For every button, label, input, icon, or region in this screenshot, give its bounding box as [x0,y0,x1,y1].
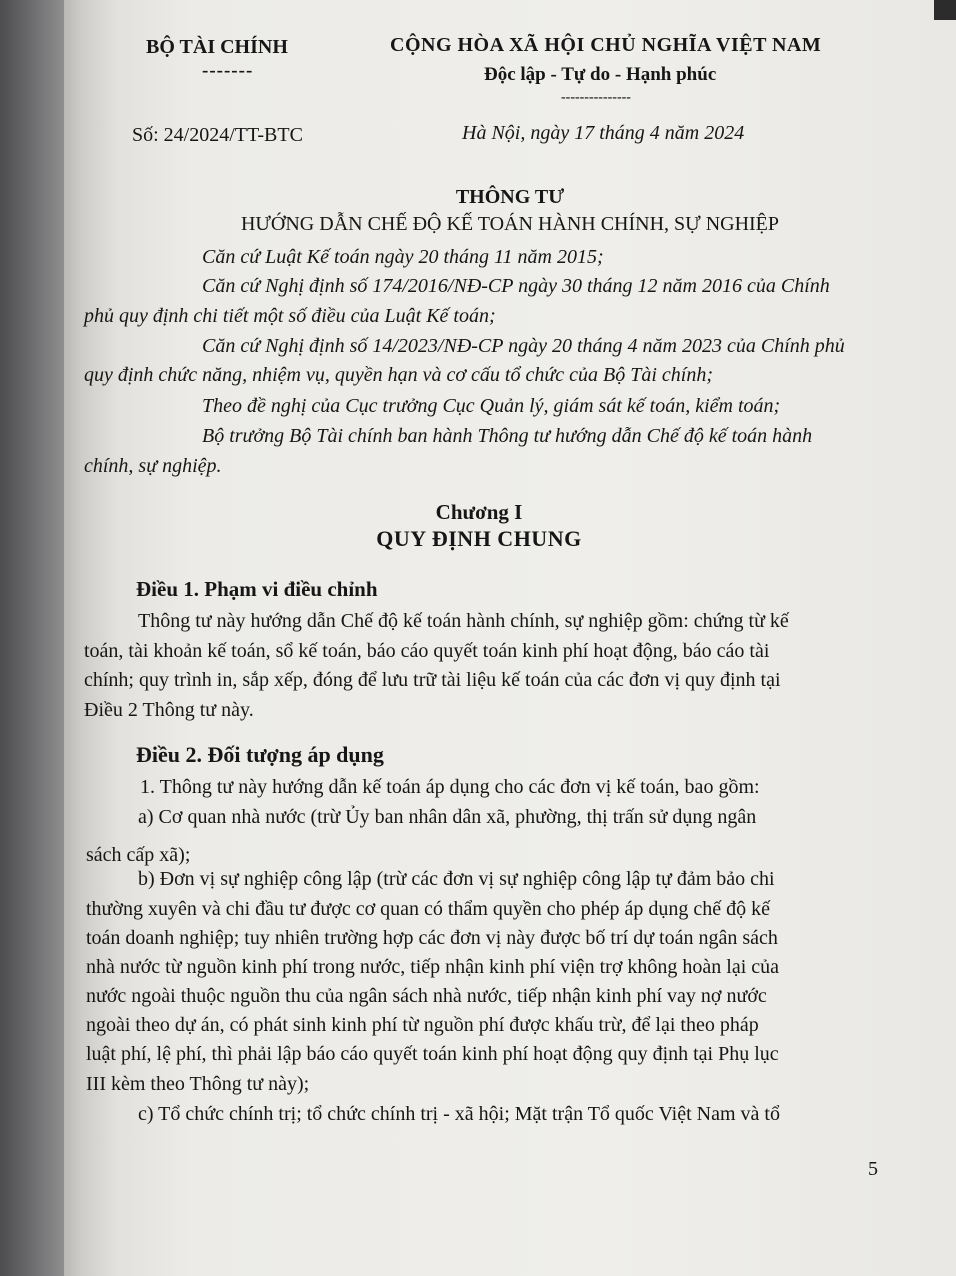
body-line: toán doanh nghiệp; tuy nhiên trường hợp các đơn vị này được bố trí dự toán ngân sách [86,927,778,949]
preamble-line: phủ quy định chi tiết một số điều của Luật Kế toán; [84,305,496,327]
preamble-line: Bộ trưởng Bộ Tài chính ban hành Thông tư hướng dẫn Chế độ kế toán hành [202,425,813,447]
page-number: 5 [868,1158,878,1180]
chapter-number: Chương I [435,500,523,524]
body-line: luật phí, lệ phí, thì phải lập báo cáo quyết toán kinh phí hoạt động quy định tại Phụ lục [86,1043,779,1065]
page-corner-shadow [934,0,956,20]
body-line: c) Tổ chức chính trị; tổ chức chính trị - xã hội; Mặt trận Tổ quốc Việt Nam và tổ [138,1103,780,1125]
body-line: sách cấp xã); [86,844,191,866]
national-motto: Độc lập - Tự do - Hạnh phúc [484,64,717,85]
preamble-line: quy định chức năng, nhiệm vụ, quyền hạn và cơ cấu tổ chức của Bộ Tài chính; [84,364,713,386]
body-line: Thông tư này hướng dẫn Chế độ kế toán hành chính, sự nghiệp gồm: chứng từ kế [138,610,789,632]
article-heading: Điều 1. Phạm vi điều chỉnh [136,577,378,601]
preamble-line: Căn cứ Nghị định số 174/2016/NĐ-CP ngày 30 tháng 12 năm 2016 của Chính [202,275,830,297]
document-number: Số: 24/2024/TT-BTC [132,124,303,146]
agency-name: BỘ TÀI CHÍNH [146,36,288,58]
body-line: thường xuyên và chi đầu tư được cơ quan có thẩm quyền cho phép áp dụng chế độ kế [86,898,771,920]
body-line: nước ngoài thuộc nguồn thu của ngân sách nhà nước, tiếp nhận kinh phí vay nợ nước [86,985,767,1007]
body-line: b) Đơn vị sự nghiệp công lập (trừ các đơn vị sự nghiệp công lập tự đảm bảo chi [138,868,775,890]
body-line: ngoài theo dự án, có phát sinh kinh phí từ nguồn phí được khấu trừ, để lại theo pháp [86,1014,759,1036]
body-line: III kèm theo Thông tư này); [86,1073,310,1095]
body-line: toán, tài khoản kế toán, sổ kế toán, báo cáo quyết toán kinh phí hoạt động, báo cáo tài [84,640,770,662]
preamble-line: Theo đề nghị của Cục trưởng Cục Quản lý, giám sát kế toán, kiểm toán; [202,395,781,417]
body-line: nhà nước từ nguồn kinh phí trong nước, tiếp nhận kinh phí viện trợ không hoàn lại của [86,956,780,978]
preamble-line: Căn cứ Nghị định số 14/2023/NĐ-CP ngày 20 tháng 4 năm 2023 của Chính phủ [202,335,845,357]
body-line: Điều 2 Thông tư này. [84,699,254,721]
preamble-line: Căn cứ Luật Kế toán ngày 20 tháng 11 năm 2015; [202,246,604,268]
body-line: 1. Thông tư này hướng dẫn kế toán áp dụng cho các đơn vị kế toán, bao gồm: [140,776,760,798]
article-heading: Điều 2. Đối tượng áp dụng [136,742,384,767]
document-type: THÔNG TƯ [455,186,565,208]
book-spine-shadow [0,0,64,1276]
body-line: chính; quy trình in, sắp xếp, đóng để lưu trữ tài liệu kế toán của các đơn vị quy định tại [84,669,781,691]
preamble-line: chính, sự nghiệp. [84,455,222,477]
body-line: a) Cơ quan nhà nước (trừ Ủy ban nhân dân xã, phường, thị trấn sử dụng ngân [138,806,757,828]
motto-underline: --------------- [561,90,631,105]
document-subject: HƯỚNG DẪN CHẾ ĐỘ KẾ TOÁN HÀNH CHÍNH, SỰ NGHIỆP [240,213,780,235]
nation-name: CỘNG HÒA XÃ HỘI CHỦ NGHĨA VIỆT NAM [390,34,822,56]
agency-underline: ------- [202,60,254,81]
place-and-date: Hà Nội, ngày 17 tháng 4 năm 2024 [462,122,745,144]
chapter-title: QUY ĐỊNH CHUNG [376,526,582,551]
document-page [64,0,956,1276]
